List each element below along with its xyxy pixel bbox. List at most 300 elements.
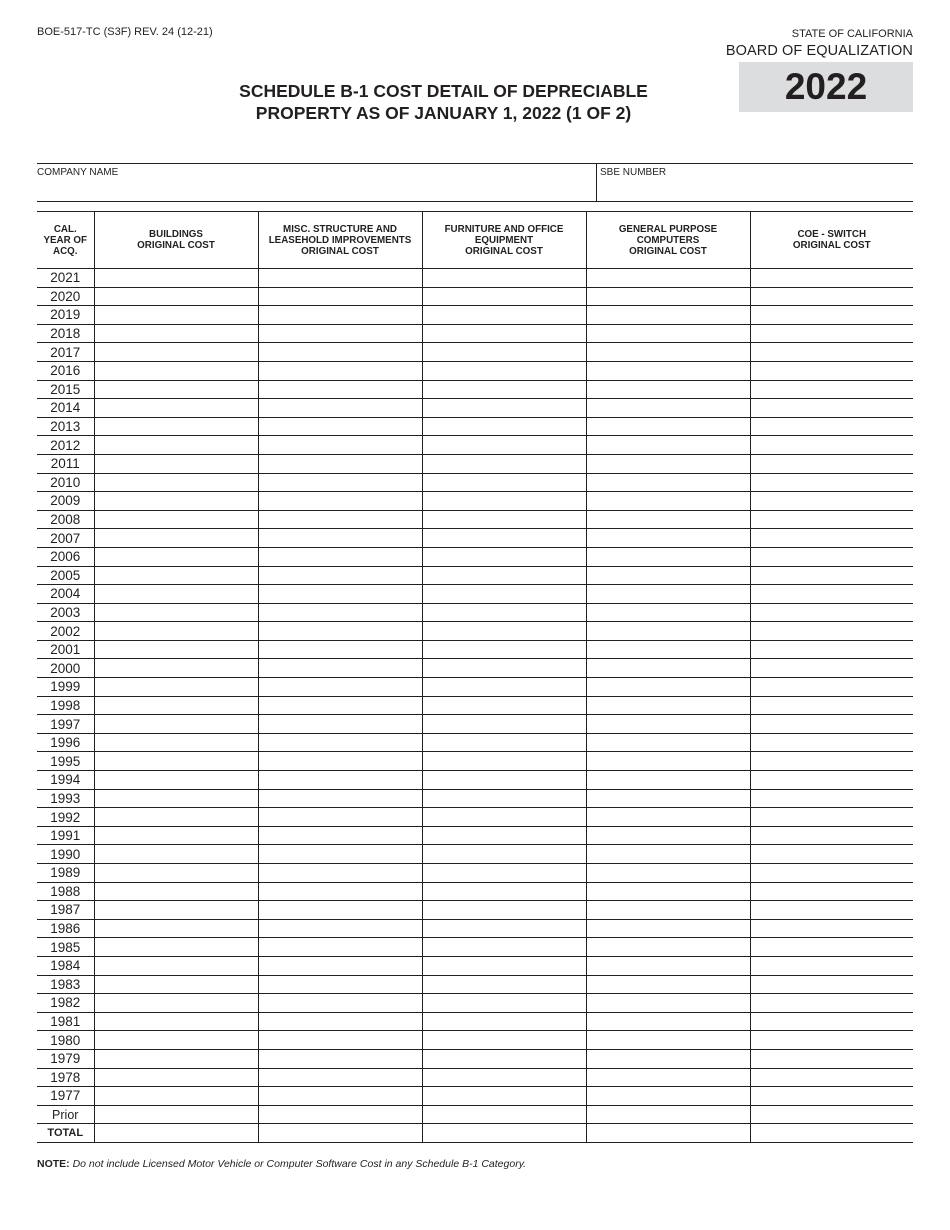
misc-structure-cost-cell[interactable] — [258, 454, 422, 473]
computers-cost-cell[interactable] — [586, 938, 750, 957]
furniture-cost-cell[interactable] — [422, 696, 586, 715]
computers-cost-cell[interactable] — [586, 1012, 750, 1031]
table-row — [37, 547, 913, 566]
year-cell: 2008 — [37, 510, 94, 529]
misc-structure-cost-cell[interactable] — [258, 306, 422, 325]
table-row — [37, 417, 913, 436]
furniture-cost-cell[interactable] — [422, 603, 586, 622]
misc-structure-cost-cell[interactable] — [258, 659, 422, 678]
misc-structure-cost-cell[interactable] — [258, 956, 422, 975]
coe-switch-cost-cell[interactable] — [750, 361, 913, 380]
buildings-cost-cell[interactable] — [94, 715, 258, 734]
table-row — [37, 864, 913, 883]
furniture-cost-cell[interactable] — [422, 956, 586, 975]
computers-cost-cell[interactable] — [586, 678, 750, 697]
computers-cost-cell[interactable] — [586, 547, 750, 566]
misc-structure-cost-cell[interactable] — [258, 529, 422, 548]
misc-structure-cost-cell[interactable] — [258, 547, 422, 566]
furniture-cost-cell[interactable] — [422, 547, 586, 566]
furniture-cost-cell[interactable] — [422, 826, 586, 845]
coe-switch-cost-cell[interactable] — [750, 678, 913, 697]
furniture-cost-cell[interactable] — [422, 436, 586, 455]
furniture-cost-cell[interactable] — [422, 715, 586, 734]
furniture-cost-cell[interactable] — [422, 1049, 586, 1068]
coe-switch-cost-cell[interactable] — [750, 547, 913, 566]
misc-structure-cost-cell[interactable] — [258, 269, 422, 288]
year-cell: 1987 — [37, 901, 94, 920]
buildings-cost-cell[interactable] — [94, 1012, 258, 1031]
computers-cost-cell[interactable] — [586, 1049, 750, 1068]
coe-switch-cost-cell[interactable] — [750, 473, 913, 492]
table-row — [37, 287, 913, 306]
table-row — [37, 789, 913, 808]
year-cell: 1985 — [37, 938, 94, 957]
misc-structure-cost-cell[interactable] — [258, 733, 422, 752]
furniture-cost-cell[interactable] — [422, 752, 586, 771]
year-cell: 2014 — [37, 399, 94, 418]
furniture-cost-cell[interactable] — [422, 454, 586, 473]
misc-structure-cost-cell[interactable] — [258, 845, 422, 864]
buildings-cost-cell[interactable] — [94, 399, 258, 418]
table-row — [37, 901, 913, 920]
misc-structure-cost-cell[interactable] — [258, 566, 422, 585]
misc-structure-cost-cell[interactable] — [258, 901, 422, 920]
coe-switch-cost-cell[interactable] — [750, 380, 913, 399]
furniture-cost-cell[interactable] — [422, 287, 586, 306]
misc-structure-cost-cell[interactable] — [258, 771, 422, 790]
buildings-cost-cell[interactable] — [94, 529, 258, 548]
buildings-cost-cell[interactable] — [94, 585, 258, 604]
buildings-cost-cell[interactable] — [94, 473, 258, 492]
header-label-line: ORIGINAL COST — [301, 245, 379, 257]
furniture-cost-cell[interactable] — [422, 1012, 586, 1031]
computers-cost-cell[interactable] — [586, 882, 750, 901]
header-label-line: ORIGINAL COST — [792, 240, 871, 251]
year-cell: 2019 — [37, 306, 94, 325]
misc-structure-cost-cell[interactable] — [258, 417, 422, 436]
furniture-cost-cell[interactable] — [422, 566, 586, 585]
furniture-cost-cell[interactable] — [422, 845, 586, 864]
computers-cost-cell[interactable] — [586, 975, 750, 994]
coe-switch-cost-cell[interactable] — [750, 938, 913, 957]
buildings-cost-cell[interactable] — [94, 882, 258, 901]
table-row — [37, 566, 913, 585]
computers-cost-cell[interactable] — [586, 287, 750, 306]
buildings-cost-cell[interactable] — [94, 1031, 258, 1050]
buildings-cost-cell[interactable] — [94, 306, 258, 325]
title-line-1: SCHEDULE B-1 COST DETAIL OF DEPRECIABLE — [239, 81, 648, 101]
buildings-cost-cell[interactable] — [94, 1105, 258, 1124]
table-row — [37, 771, 913, 790]
computers-cost-cell[interactable] — [586, 733, 750, 752]
misc-structure-cost-cell[interactable] — [258, 1031, 422, 1050]
buildings-cost-cell[interactable] — [94, 380, 258, 399]
coe-switch-cost-cell[interactable] — [750, 492, 913, 511]
furniture-cost-cell[interactable] — [422, 399, 586, 418]
buildings-cost-cell[interactable] — [94, 640, 258, 659]
computers-cost-cell[interactable] — [586, 417, 750, 436]
coe-switch-cost-cell[interactable] — [750, 1124, 913, 1143]
misc-structure-cost-cell[interactable] — [258, 399, 422, 418]
furniture-cost-cell[interactable] — [422, 771, 586, 790]
table-row — [37, 585, 913, 604]
table-row — [37, 343, 913, 362]
coe-switch-cost-cell[interactable] — [750, 715, 913, 734]
buildings-cost-cell[interactable] — [94, 808, 258, 827]
furniture-cost-cell[interactable] — [422, 1105, 586, 1124]
misc-structure-cost-cell[interactable] — [258, 510, 422, 529]
computers-cost-cell[interactable] — [586, 473, 750, 492]
buildings-cost-cell[interactable] — [94, 492, 258, 511]
misc-structure-cost-cell[interactable] — [258, 343, 422, 362]
coe-switch-cost-cell[interactable] — [750, 1012, 913, 1031]
computers-cost-cell[interactable] — [586, 529, 750, 548]
buildings-cost-cell[interactable] — [94, 417, 258, 436]
computers-cost-cell[interactable] — [586, 919, 750, 938]
year-cell: 1993 — [37, 789, 94, 808]
year-cell: 2021 — [37, 269, 94, 288]
misc-structure-cost-cell[interactable] — [258, 975, 422, 994]
coe-switch-cost-cell[interactable] — [750, 585, 913, 604]
coe-switch-cost-cell[interactable] — [750, 1105, 913, 1124]
misc-structure-cost-cell[interactable] — [258, 324, 422, 343]
buildings-cost-cell[interactable] — [94, 696, 258, 715]
table-row — [37, 454, 913, 473]
coe-switch-cost-cell[interactable] — [750, 640, 913, 659]
furniture-cost-cell[interactable] — [422, 510, 586, 529]
computers-cost-cell[interactable] — [586, 492, 750, 511]
coe-switch-cost-cell[interactable] — [750, 882, 913, 901]
coe-switch-cost-cell[interactable] — [750, 659, 913, 678]
misc-structure-cost-cell[interactable] — [258, 1124, 422, 1143]
computers-cost-cell[interactable] — [586, 361, 750, 380]
buildings-cost-cell[interactable] — [94, 510, 258, 529]
year-cell: 1981 — [37, 1012, 94, 1031]
coe-switch-cost-cell[interactable] — [750, 417, 913, 436]
table-row — [37, 919, 913, 938]
furniture-cost-cell[interactable] — [422, 808, 586, 827]
coe-switch-cost-cell[interactable] — [750, 845, 913, 864]
coe-switch-cost-cell[interactable] — [750, 287, 913, 306]
coe-switch-cost-cell[interactable] — [750, 603, 913, 622]
table-row — [37, 994, 913, 1013]
buildings-cost-cell[interactable] — [94, 659, 258, 678]
coe-switch-cost-cell[interactable] — [750, 1068, 913, 1087]
buildings-cost-cell[interactable] — [94, 994, 258, 1013]
coe-switch-cost-cell[interactable] — [750, 1031, 913, 1050]
furniture-cost-cell[interactable] — [422, 529, 586, 548]
furniture-cost-cell[interactable] — [422, 473, 586, 492]
agency-name: BOARD OF EQUALIZATION — [725, 43, 913, 59]
year-cell: 2011 — [37, 454, 94, 473]
buildings-cost-cell[interactable] — [94, 975, 258, 994]
year-cell: 1999 — [37, 678, 94, 697]
misc-structure-cost-cell[interactable] — [258, 622, 422, 641]
coe-switch-header — [750, 212, 913, 269]
table-row — [37, 473, 913, 492]
buildings-cost-cell[interactable] — [94, 343, 258, 362]
coe-switch-cost-cell[interactable] — [750, 436, 913, 455]
table-row — [37, 882, 913, 901]
furniture-cost-cell[interactable] — [422, 1087, 586, 1106]
furniture-cost-cell[interactable] — [422, 901, 586, 920]
misc-structure-cost-cell[interactable] — [258, 919, 422, 938]
computers-cost-cell[interactable] — [586, 306, 750, 325]
computers-cost-cell[interactable] — [586, 399, 750, 418]
coe-switch-cost-cell[interactable] — [750, 864, 913, 883]
computers-cost-cell[interactable] — [586, 1124, 750, 1143]
computers-cost-cell[interactable] — [586, 603, 750, 622]
misc-structure-cost-cell[interactable] — [258, 789, 422, 808]
furniture-cost-cell[interactable] — [422, 1124, 586, 1143]
furniture-cost-cell[interactable] — [422, 994, 586, 1013]
computers-cost-cell[interactable] — [586, 1068, 750, 1087]
company-name-field[interactable] — [37, 164, 596, 201]
furniture-cost-cell[interactable] — [422, 324, 586, 343]
coe-switch-cost-cell[interactable] — [750, 826, 913, 845]
furniture-cost-cell[interactable] — [422, 678, 586, 697]
buildings-cost-cell[interactable] — [94, 436, 258, 455]
furniture-cost-cell[interactable] — [422, 585, 586, 604]
coe-switch-cost-cell[interactable] — [750, 808, 913, 827]
buildings-cost-cell[interactable] — [94, 826, 258, 845]
buildings-cost-cell[interactable] — [94, 454, 258, 473]
coe-switch-cost-cell[interactable] — [750, 771, 913, 790]
year-cell: 1989 — [37, 864, 94, 883]
buildings-cost-cell[interactable] — [94, 324, 258, 343]
coe-switch-cost-cell[interactable] — [750, 901, 913, 920]
computers-cost-cell[interactable] — [586, 715, 750, 734]
computers-cost-cell[interactable] — [586, 622, 750, 641]
furniture-cost-cell[interactable] — [422, 640, 586, 659]
misc-structure-cost-cell[interactable] — [258, 1087, 422, 1106]
header-label-line: ORIGINAL COST — [137, 240, 215, 251]
buildings-cost-cell[interactable] — [94, 901, 258, 920]
coe-switch-cost-cell[interactable] — [750, 752, 913, 771]
misc-structure-cost-cell[interactable] — [258, 1049, 422, 1068]
table-row — [37, 269, 913, 288]
table-row — [37, 1031, 913, 1050]
buildings-cost-cell[interactable] — [94, 566, 258, 585]
buildings-cost-cell[interactable] — [94, 1068, 258, 1087]
year-cell: 1998 — [37, 696, 94, 715]
buildings-cost-cell[interactable] — [94, 287, 258, 306]
furniture-cost-cell[interactable] — [422, 975, 586, 994]
year-cell: 1980 — [37, 1031, 94, 1050]
computers-cost-cell[interactable] — [586, 771, 750, 790]
furniture-cost-cell[interactable] — [422, 306, 586, 325]
furniture-cost-cell[interactable] — [422, 733, 586, 752]
coe-switch-cost-cell[interactable] — [750, 696, 913, 715]
buildings-cost-cell[interactable] — [94, 547, 258, 566]
computers-cost-cell[interactable] — [586, 343, 750, 362]
computers-cost-cell[interactable] — [586, 696, 750, 715]
computers-cost-cell[interactable] — [586, 1105, 750, 1124]
computers-cost-cell[interactable] — [586, 808, 750, 827]
note-text: Do not include Licensed Motor Vehicle or Computer Software Cost in any Schedule B-1 Category. — [72, 1158, 527, 1170]
coe-switch-cost-cell[interactable] — [750, 399, 913, 418]
furniture-cost-cell[interactable] — [422, 380, 586, 399]
furniture-cost-cell[interactable] — [422, 789, 586, 808]
computers-cost-cell[interactable] — [586, 994, 750, 1013]
furniture-cost-cell[interactable] — [422, 417, 586, 436]
computers-cost-cell[interactable] — [586, 324, 750, 343]
computers-cost-cell[interactable] — [586, 640, 750, 659]
sbe-number-label: SBE NUMBER — [600, 167, 667, 178]
computers-cost-cell[interactable] — [586, 956, 750, 975]
coe-switch-cost-cell[interactable] — [750, 529, 913, 548]
misc-structure-cost-cell[interactable] — [258, 808, 422, 827]
buildings-cost-cell[interactable] — [94, 1124, 258, 1143]
buildings-cost-cell[interactable] — [94, 752, 258, 771]
table-header-row — [37, 212, 913, 269]
computers-cost-cell[interactable] — [586, 826, 750, 845]
misc-structure-cost-cell[interactable] — [258, 473, 422, 492]
computers-cost-cell[interactable] — [586, 380, 750, 399]
furniture-cost-cell[interactable] — [422, 1068, 586, 1087]
misc-structure-cost-cell[interactable] — [258, 938, 422, 957]
furniture-cost-cell[interactable] — [422, 1031, 586, 1050]
year-cell: 2017 — [37, 343, 94, 362]
computers-cost-cell[interactable] — [586, 1087, 750, 1106]
header-label-line: FURNITURE AND OFFICE — [444, 223, 564, 235]
buildings-cost-cell[interactable] — [94, 864, 258, 883]
furniture-cost-cell[interactable] — [422, 269, 586, 288]
furniture-cost-cell[interactable] — [422, 343, 586, 362]
sbe-number-field[interactable] — [596, 164, 913, 201]
header-label-line: CAL. — [53, 223, 77, 235]
header-label-line: GENERAL PURPOSE — [618, 223, 718, 235]
buildings-cost-cell[interactable] — [94, 733, 258, 752]
note-label: NOTE: — [37, 1158, 70, 1170]
coe-switch-cost-cell[interactable] — [750, 994, 913, 1013]
coe-switch-cost-cell[interactable] — [750, 1087, 913, 1106]
table-row — [37, 1012, 913, 1031]
misc-structure-cost-cell[interactable] — [258, 864, 422, 883]
computers-cost-cell[interactable] — [586, 1031, 750, 1050]
misc-structure-cost-cell[interactable] — [258, 1105, 422, 1124]
misc-structure-cost-cell[interactable] — [258, 380, 422, 399]
table-row — [37, 510, 913, 529]
buildings-cost-cell[interactable] — [94, 361, 258, 380]
header-label-line: BUILDINGS — [149, 229, 203, 240]
furniture-cost-cell[interactable] — [422, 864, 586, 883]
buildings-cost-cell[interactable] — [94, 789, 258, 808]
coe-switch-cost-cell[interactable] — [750, 566, 913, 585]
year-cell: TOTAL — [37, 1124, 94, 1143]
misc-structure-cost-cell[interactable] — [258, 678, 422, 697]
misc-structure-cost-cell[interactable] — [258, 882, 422, 901]
furniture-cost-cell[interactable] — [422, 622, 586, 641]
computers-cost-cell[interactable] — [586, 510, 750, 529]
coe-switch-cost-cell[interactable] — [750, 269, 913, 288]
buildings-cost-cell[interactable] — [94, 845, 258, 864]
buildings-cost-cell[interactable] — [94, 919, 258, 938]
misc-structure-cost-cell[interactable] — [258, 492, 422, 511]
computers-cost-cell[interactable] — [586, 585, 750, 604]
buildings-cost-cell[interactable] — [94, 771, 258, 790]
misc-structure-cost-cell[interactable] — [258, 585, 422, 604]
misc-structure-cost-cell[interactable] — [258, 436, 422, 455]
computers-cost-cell[interactable] — [586, 566, 750, 585]
year-cell: 1995 — [37, 752, 94, 771]
coe-switch-cost-cell[interactable] — [750, 975, 913, 994]
coe-switch-cost-cell[interactable] — [750, 919, 913, 938]
buildings-cost-cell[interactable] — [94, 1049, 258, 1068]
coe-switch-cost-cell[interactable] — [750, 324, 913, 343]
furniture-cost-cell[interactable] — [422, 361, 586, 380]
misc-structure-cost-cell[interactable] — [258, 696, 422, 715]
furniture-cost-cell[interactable] — [422, 919, 586, 938]
coe-switch-cost-cell[interactable] — [750, 622, 913, 641]
table-row — [37, 1087, 913, 1106]
misc-structure-cost-cell[interactable] — [258, 994, 422, 1013]
year-cell: 2002 — [37, 622, 94, 641]
computers-cost-cell[interactable] — [586, 901, 750, 920]
table-row — [37, 696, 913, 715]
computers-cost-cell[interactable] — [586, 845, 750, 864]
cost-detail-table — [37, 211, 913, 1143]
buildings-cost-cell[interactable] — [94, 269, 258, 288]
coe-switch-cost-cell[interactable] — [750, 343, 913, 362]
furniture-cost-cell[interactable] — [422, 492, 586, 511]
year-cell: 2020 — [37, 287, 94, 306]
furniture-cost-cell[interactable] — [422, 938, 586, 957]
coe-switch-cost-cell[interactable] — [750, 306, 913, 325]
year-cell: 1983 — [37, 975, 94, 994]
furniture-cost-cell[interactable] — [422, 659, 586, 678]
computers-cost-cell[interactable] — [586, 789, 750, 808]
buildings-cost-cell[interactable] — [94, 603, 258, 622]
company-name-label: COMPANY NAME — [37, 167, 119, 178]
coe-switch-cost-cell[interactable] — [750, 789, 913, 808]
coe-switch-cost-cell[interactable] — [750, 510, 913, 529]
misc-structure-cost-cell[interactable] — [258, 1012, 422, 1031]
coe-switch-cost-cell[interactable] — [750, 733, 913, 752]
misc-structure-cost-cell[interactable] — [258, 715, 422, 734]
misc-structure-cost-cell[interactable] — [258, 752, 422, 771]
table-row — [37, 808, 913, 827]
computers-cost-cell[interactable] — [586, 752, 750, 771]
coe-switch-cost-cell[interactable] — [750, 956, 913, 975]
table-row — [37, 1105, 913, 1124]
misc-structure-cost-cell[interactable] — [258, 826, 422, 845]
computers-cost-cell[interactable] — [586, 864, 750, 883]
misc-structure-cost-cell[interactable] — [258, 287, 422, 306]
furniture-cost-cell[interactable] — [422, 882, 586, 901]
buildings-cost-cell[interactable] — [94, 938, 258, 957]
misc-structure-cost-cell[interactable] — [258, 640, 422, 659]
computers-header — [586, 212, 750, 269]
computers-cost-cell[interactable] — [586, 269, 750, 288]
computers-cost-cell[interactable] — [586, 436, 750, 455]
buildings-cost-cell[interactable] — [94, 622, 258, 641]
buildings-cost-cell[interactable] — [94, 956, 258, 975]
year-cell: 1997 — [37, 715, 94, 734]
furniture-header — [422, 212, 586, 269]
table-row — [37, 678, 913, 697]
year-cell: 1984 — [37, 956, 94, 975]
buildings-cost-cell[interactable] — [94, 678, 258, 697]
computers-cost-cell[interactable] — [586, 454, 750, 473]
buildings-cost-cell[interactable] — [94, 1087, 258, 1106]
misc-structure-cost-cell[interactable] — [258, 1068, 422, 1087]
misc-structure-cost-cell[interactable] — [258, 361, 422, 380]
misc-structure-cost-cell[interactable] — [258, 603, 422, 622]
computers-cost-cell[interactable] — [586, 659, 750, 678]
coe-switch-cost-cell[interactable] — [750, 454, 913, 473]
coe-switch-cost-cell[interactable] — [750, 1049, 913, 1068]
